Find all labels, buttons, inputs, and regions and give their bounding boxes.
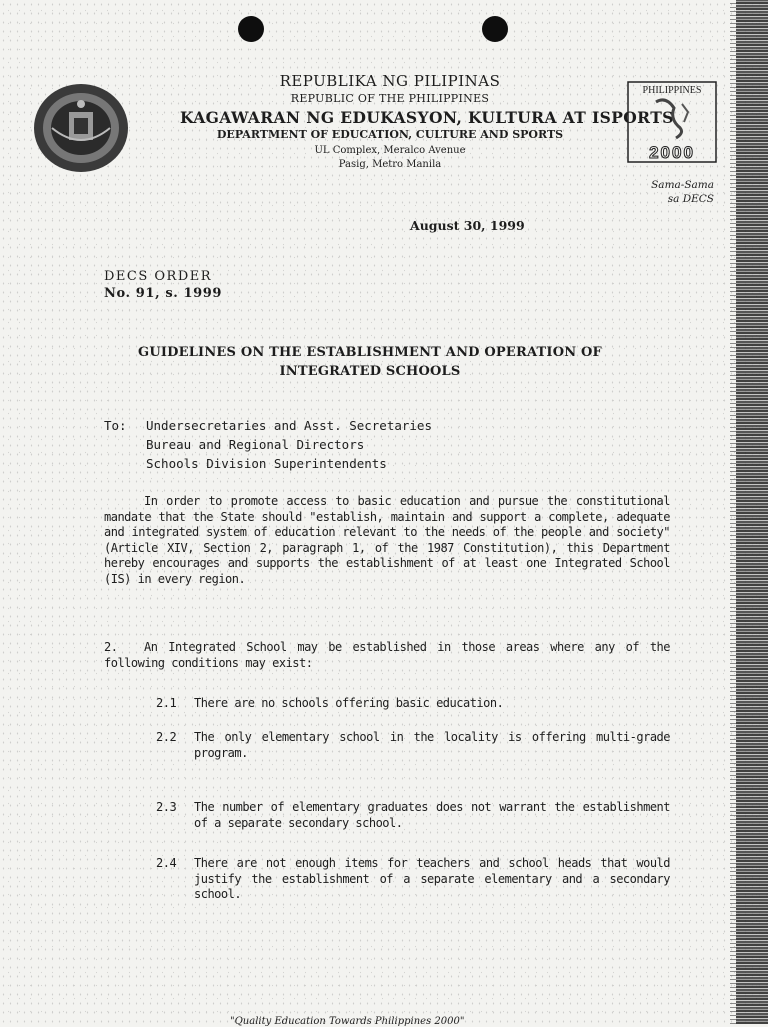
philippines-2000-logo: [626, 80, 718, 166]
condition-text: There are no schools offering basic education.: [194, 696, 504, 710]
header-republic: REPUBLIC OF THE PHILIPPINES: [290, 92, 490, 105]
logo-top-text: PHILIPPINES: [642, 85, 702, 96]
condition-text: The only elementary school in the locality is offering multi-grade program.: [194, 730, 670, 760]
title-line2: INTEGRATED SCHOOLS: [279, 364, 461, 379]
logo-caption-line2: sa DECS: [667, 193, 714, 205]
title-line1: GUIDELINES ON THE ESTABLISHMENT AND OPERATION OF: [138, 345, 602, 360]
condition-number: 2.4: [156, 856, 177, 870]
scan-edge: [736, 0, 768, 1024]
recipient: Bureau and Regional Directors: [146, 437, 365, 452]
condition-item: [156, 696, 670, 712]
document-date: August 30, 1999: [410, 218, 525, 233]
condition-text: The number of elementary graduates does not warrant the establishment of a separate secondary school.: [194, 800, 670, 830]
order-label: DECS ORDER: [104, 269, 213, 284]
paragraph-2: [104, 640, 670, 671]
header-republika: REPUBLIKA NG PILIPINAS: [279, 72, 501, 90]
punch-hole-left: [238, 16, 264, 42]
logo-caption-line1: Sama-Sama: [651, 179, 714, 191]
order-block: [104, 268, 222, 302]
header-address-1: UL Complex, Meralco Avenue: [314, 145, 466, 156]
logo-caption: [628, 178, 714, 206]
recipient: Schools Division Superintendents: [146, 456, 387, 471]
header-department: DEPARTMENT OF EDUCATION, CULTURE AND SPORTS: [216, 128, 564, 141]
document-title: [120, 343, 620, 381]
condition-item: [156, 730, 670, 761]
condition-number: 2.1: [156, 696, 177, 710]
decs-seal-icon: [32, 82, 130, 174]
punch-hole-right: [482, 16, 508, 42]
condition-number: 2.3: [156, 800, 177, 814]
paragraph-1: In order to promote access to basic education and pursue the constitutional mandate that the State should "establish, maintain and support a complete, adequate and integrated system of education relevant to the needs of the people and society" (Article XIV, Section 2, paragraph 1, of the 1987 Constitution), this Department hereby encourages and supports the establishment of at least one Integrated School (IS) in every region.: [104, 494, 670, 586]
condition-number: 2.2: [156, 730, 177, 744]
recipient: Undersecretaries and Asst. Secretaries: [146, 418, 432, 433]
item-number: 2.: [104, 640, 118, 654]
item-text: An Integrated School may be established in those areas where any of the following conditions may exist:: [104, 640, 670, 670]
to-label: To:: [104, 418, 127, 433]
condition-item: [156, 856, 670, 903]
condition-text: There are not enough items for teachers and school heads that would justify the establishment of a separate elementary and a secondary school.: [194, 856, 670, 901]
header-address-2: Pasig, Metro Manila: [338, 159, 442, 170]
footer-slogan: "Quality Education Towards Philippines 2000": [230, 1016, 465, 1027]
condition-item: [156, 800, 670, 831]
order-number: No. 91, s. 1999: [104, 286, 223, 301]
logo-year: 2000: [649, 143, 695, 162]
header-kagawaran: KAGAWARAN NG EDUKASYON, KULTURA AT ISPORTS: [180, 108, 674, 127]
